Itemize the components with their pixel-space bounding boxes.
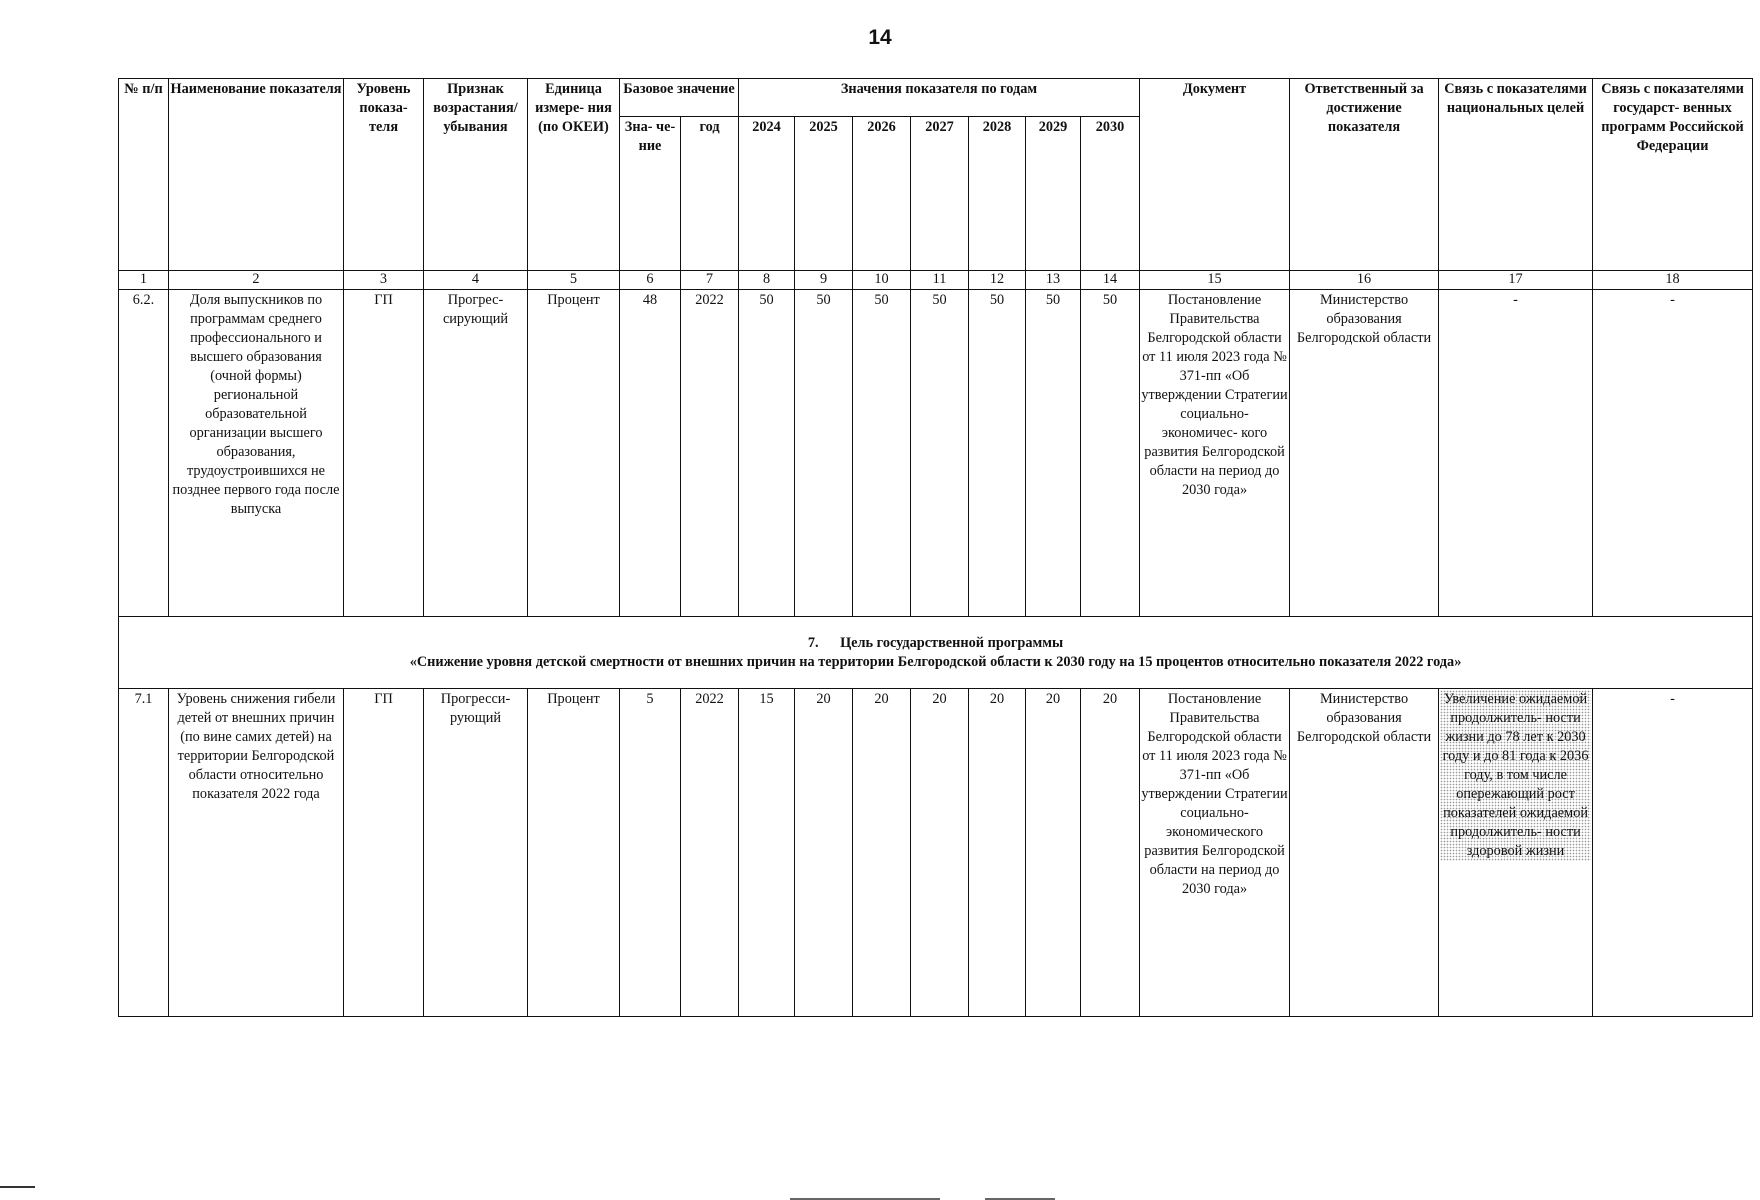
column-number-row bbox=[119, 271, 1753, 290]
table-row bbox=[119, 290, 1753, 617]
column-number: 8 bbox=[739, 271, 795, 290]
indicator-name: Доля выпускников по программам среднего профессионального и высшего образования (очной формы) региональной образовательной организации высшего образования, трудоустроившихся не позднее первого года после выпуска bbox=[169, 290, 344, 617]
column-number: 1 bbox=[119, 271, 169, 290]
goal-heading bbox=[120, 634, 1751, 653]
base-value: 48 bbox=[620, 290, 681, 617]
header-unit: Единица измере- ния (по ОКЕИ) bbox=[528, 79, 620, 271]
page-number: 14 bbox=[868, 26, 892, 49]
year-value: 15 bbox=[739, 689, 795, 1017]
year-value: 50 bbox=[1026, 290, 1081, 617]
year-value: 20 bbox=[1081, 689, 1140, 1017]
year-value: 50 bbox=[739, 290, 795, 617]
year-value: 20 bbox=[969, 689, 1026, 1017]
header-document: Документ bbox=[1140, 79, 1290, 271]
header-base-value: Зна- че- ние bbox=[620, 117, 681, 271]
row-number: 7.1 bbox=[119, 689, 169, 1017]
header-no: № п/п bbox=[119, 79, 169, 271]
link-state: - bbox=[1593, 689, 1753, 1017]
header-sign: Признак возрастания/ убывания bbox=[424, 79, 528, 271]
document: Постановление Правительства Белгородской области от 11 июля 2023 года № 371-пп «Об утверждении Стратегии социально- экономичес- кого развития Белгородской области на период до 2030 года» bbox=[1140, 290, 1290, 617]
header-year: 2024 bbox=[739, 117, 795, 271]
header-row-1 bbox=[119, 79, 1753, 117]
scan-mark bbox=[0, 1186, 35, 1188]
goal-section bbox=[119, 617, 1753, 689]
base-year: 2022 bbox=[681, 290, 739, 617]
table-row bbox=[119, 689, 1753, 1017]
year-value: 20 bbox=[853, 689, 911, 1017]
header-name: Наименование показателя bbox=[169, 79, 344, 271]
header-year: 2027 bbox=[911, 117, 969, 271]
indicator-unit: Процент bbox=[528, 689, 620, 1017]
column-number: 12 bbox=[969, 271, 1026, 290]
indicator-level: ГП bbox=[344, 290, 424, 617]
header-link-state: Связь с показателями государст- венных программ Российской Федерации bbox=[1593, 79, 1753, 271]
header-base: Базовое значение bbox=[620, 79, 739, 117]
base-value: 5 bbox=[620, 689, 681, 1017]
goal-number: 7. bbox=[807, 635, 819, 651]
column-number: 14 bbox=[1081, 271, 1140, 290]
year-value: 50 bbox=[911, 290, 969, 617]
indicator-level: ГП bbox=[344, 689, 424, 1017]
column-number: 15 bbox=[1140, 271, 1290, 290]
column-number: 5 bbox=[528, 271, 620, 290]
column-number: 10 bbox=[853, 271, 911, 290]
header-responsible: Ответственный за достижение показателя bbox=[1290, 79, 1439, 271]
header-base-year: год bbox=[681, 117, 739, 271]
document: Постановление Правительства Белгородской области от 11 июля 2023 года № 371-пп «Об утверждении Стратегии социально- экономического развития Белгородской области на период до 2030 года» bbox=[1140, 689, 1290, 1017]
row-number: 6.2. bbox=[119, 290, 169, 617]
link-national-text: Увеличение ожидаемой продолжитель- ности жизни до 78 лет к 2030 году и до 81 года к 2036 году, в том числе опережающий рост показателей ожидаемой продолжитель- ности здоровой жизни bbox=[1440, 690, 1591, 861]
column-number: 6 bbox=[620, 271, 681, 290]
header-year: 2026 bbox=[853, 117, 911, 271]
indicator-sign: Прогресси- рующий bbox=[424, 689, 528, 1017]
header-link-national: Связь с показателями национальных целей bbox=[1439, 79, 1593, 271]
header-year: 2028 bbox=[969, 117, 1026, 271]
header-year: 2030 bbox=[1081, 117, 1140, 271]
header-year: 2025 bbox=[795, 117, 853, 271]
column-number: 4 bbox=[424, 271, 528, 290]
header-level: Уровень показа- теля bbox=[344, 79, 424, 271]
year-value: 50 bbox=[969, 290, 1026, 617]
column-number: 11 bbox=[911, 271, 969, 290]
year-value: 20 bbox=[795, 689, 853, 1017]
year-value: 50 bbox=[853, 290, 911, 617]
column-number: 17 bbox=[1439, 271, 1593, 290]
goal-section-row bbox=[119, 617, 1753, 689]
column-number: 9 bbox=[795, 271, 853, 290]
link-state: - bbox=[1593, 290, 1753, 617]
header-year: 2029 bbox=[1026, 117, 1081, 271]
goal-text: «Снижение уровня детской смертности от внешних причин на территории Белгородской области к 2030 году на 15 процентов относительно показателя 2022 года» bbox=[409, 654, 1462, 670]
goal-title: Цель государственной программы bbox=[840, 635, 1064, 651]
column-number: 16 bbox=[1290, 271, 1439, 290]
responsible: Министерство образования Белгородской области bbox=[1290, 290, 1439, 617]
base-year: 2022 bbox=[681, 689, 739, 1017]
indicator-name: Уровень снижения гибели детей от внешних причин (по вине самих детей) на территории Белгородской области относительно показателя 2022 года bbox=[169, 689, 344, 1017]
year-value: 20 bbox=[1026, 689, 1081, 1017]
link-national: - bbox=[1439, 290, 1593, 617]
link-national bbox=[1439, 689, 1593, 1017]
indicator-sign: Прогрес- сирующий bbox=[424, 290, 528, 617]
responsible: Министерство образования Белгородской области bbox=[1290, 689, 1439, 1017]
header-values-by-year: Значения показателя по годам bbox=[739, 79, 1140, 117]
indicator-unit: Процент bbox=[528, 290, 620, 617]
column-number: 7 bbox=[681, 271, 739, 290]
column-number: 2 bbox=[169, 271, 344, 290]
column-number: 3 bbox=[344, 271, 424, 290]
indicators-table bbox=[118, 78, 1753, 1017]
year-value: 20 bbox=[911, 689, 969, 1017]
year-value: 50 bbox=[795, 290, 853, 617]
column-number: 13 bbox=[1026, 271, 1081, 290]
column-number: 18 bbox=[1593, 271, 1753, 290]
year-value: 50 bbox=[1081, 290, 1140, 617]
